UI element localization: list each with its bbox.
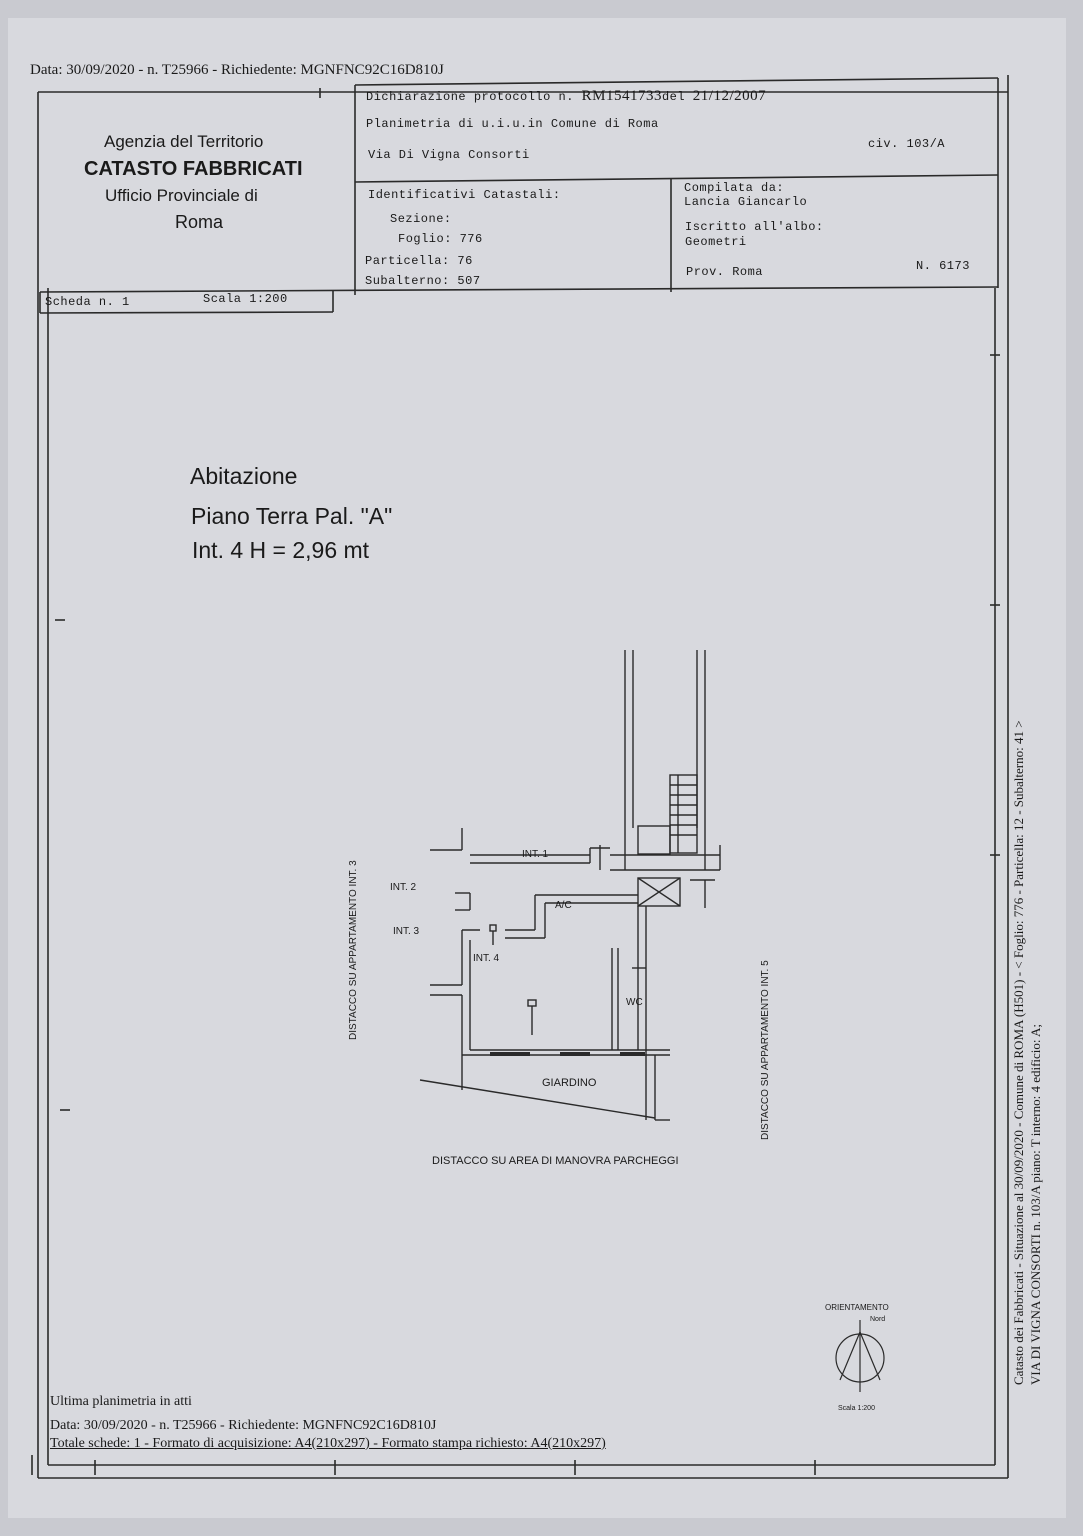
civic-number: civ. 103/A [868,137,946,151]
office-title: CATASTO FABBRICATI [84,158,303,180]
header-request-line: Data: 30/09/2020 - n. T25966 - Richiedente: MGNFNC92C16D810J [30,62,444,78]
label-giardino: GIARDINO [542,1077,597,1089]
provincial-office: Ufficio Provinciale di [105,186,258,205]
compass-scale: Scala 1:200 [838,1405,875,1412]
label-int-3: INT. 3 [393,926,420,937]
label-ac: A/C [555,900,572,911]
compiled-by-name: Lancia Giancarlo [684,195,808,209]
unit-type: Abitazione [190,463,298,489]
register-value: Geometri [685,235,747,249]
unit-interior: Int. 4 H = 2,96 mt [192,537,370,563]
label-parking: DISTACCO SU AREA DI MANOVRA PARCHEGGI [432,1155,679,1167]
label-int-1: INT. 1 [522,849,549,860]
footer-format-line: Totale schede: 1 - Formato di acquisizione: A4(210x297) - Formato stampa richiesto: A4(210x297) [50,1436,606,1451]
compiled-by-label: Compilata da: [684,181,785,195]
particella-field: Particella: 76 [365,254,473,268]
vertical-catasto-line: Catasto dei Fabbricati - Situazione al 30/09/2020 - Comune di ROMA (H501) - < Foglio: 776 - Particella: 12 - Subalterno: 41 > [1011,720,1026,1385]
label-int-2: INT. 2 [390,882,417,893]
identifiers-label: Identificativi Catastali: [368,188,561,202]
city: Roma [175,212,224,232]
scheda-field: Scheda n. 1 [45,295,130,309]
sezione-field: Sezione: [390,212,452,226]
label-detachment-int-5: DISTACCO SU APPARTAMENTO INT. 5 [760,960,771,1140]
compass-title: ORIENTAMENTO [825,1303,889,1312]
orientation-compass [836,1320,884,1392]
agency-name: Agenzia del Territorio [104,132,264,151]
register-label: Iscritto all'albo: [685,220,824,234]
label-wc: WC [626,997,643,1008]
label-detachment-int-3: DISTACCO SU APPARTAMENTO INT. 3 [348,860,359,1040]
scale-field: Scala 1:200 [203,292,288,306]
province-field: Prov. Roma [686,265,764,279]
footer-request-line: Data: 30/09/2020 - n. T25966 - Richiedente: MGNFNC92C16D810J [50,1418,437,1433]
label-int-4: INT. 4 [473,953,500,964]
protocol-line: Dichiarazione protocollo n. RM1541733del 21/12/2007 [366,88,767,104]
unit-floor: Piano Terra Pal. "A" [191,503,393,529]
floor-plan-walls [420,650,720,1120]
compass-north: Nord [870,1316,886,1323]
planimetry-line: Planimetria di u.i.u.in Comune di Roma [366,117,659,131]
footer-last-plan: Ultima planimetria in atti [50,1394,192,1409]
subalterno-field: Subalterno: 507 [365,274,481,288]
number-field: N. 6173 [916,259,970,273]
vertical-address-line: VIA DI VIGNA CONSORTI n. 103/A piano: T interno: 4 edificio: A; [1028,1023,1043,1385]
floor-plan-windows [490,1052,645,1056]
foglio-field: Foglio: 776 [398,232,483,246]
address-line: Via Di Vigna Consorti [368,148,530,162]
